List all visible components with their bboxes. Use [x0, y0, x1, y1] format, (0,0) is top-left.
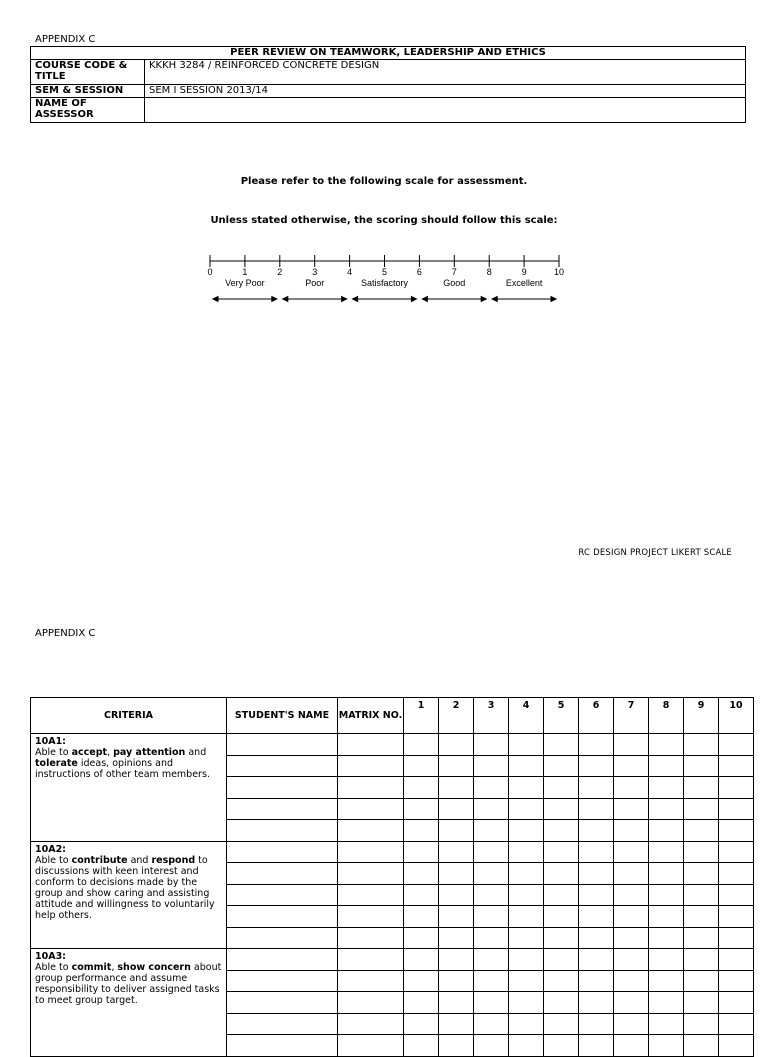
- matrix-no-cell[interactable]: [338, 906, 404, 928]
- score-cell-2[interactable]: [439, 949, 474, 971]
- matrix-no-header: MATRIX NO.: [338, 698, 404, 734]
- score-cell-6[interactable]: [579, 884, 614, 906]
- score-cell-4[interactable]: [509, 734, 544, 756]
- score-cell-10[interactable]: [719, 841, 754, 863]
- score-cell-3[interactable]: [474, 1035, 509, 1057]
- instruction-follow: Unless stated otherwise, the scoring should follow this scale:: [210, 215, 558, 226]
- score-cell-9[interactable]: [684, 863, 719, 885]
- criteria-text: and: [127, 854, 152, 866]
- criteria-keyword: accept: [71, 747, 108, 758]
- arrow-head: [481, 297, 486, 302]
- score-cell-9[interactable]: [684, 949, 719, 971]
- matrix-no-cell[interactable]: [338, 992, 404, 1014]
- score-cell-5[interactable]: [544, 777, 579, 799]
- score-cell-3[interactable]: [474, 841, 509, 863]
- score-cell-5[interactable]: [544, 863, 579, 885]
- criteria-text: to discussions with keen interest and conform to decisions made by the group and show caring and assisting attitude and willingness to voluntarily help others.: [35, 854, 215, 921]
- score-cell-6[interactable]: [579, 820, 614, 842]
- criteria-text: ,: [111, 962, 118, 973]
- scale-tick-label: 3: [312, 267, 318, 277]
- arrow-head: [411, 297, 416, 302]
- score-header-10: 10: [719, 698, 754, 734]
- student-name-cell[interactable]: [227, 927, 338, 949]
- score-cell-5[interactable]: [544, 949, 579, 971]
- matrix-no-cell[interactable]: [338, 755, 404, 777]
- score-header-4: 4: [509, 698, 544, 734]
- student-name-cell[interactable]: [227, 949, 338, 971]
- score-cell-4[interactable]: [509, 927, 544, 949]
- score-cell-4[interactable]: [509, 820, 544, 842]
- score-cell-7[interactable]: [614, 820, 649, 842]
- form-title: PEER REVIEW ON TEAMWORK, LEADERSHIP AND ETHICS: [31, 47, 746, 60]
- student-name-header: STUDENT'S NAME: [227, 698, 338, 734]
- arrow-head: [551, 297, 556, 302]
- score-cell-4[interactable]: [509, 1035, 544, 1057]
- score-cell-8[interactable]: [649, 970, 684, 992]
- criteria-text: and: [185, 747, 207, 758]
- score-cell-4[interactable]: [509, 755, 544, 777]
- criteria-cell: [31, 949, 227, 1057]
- score-cell-2[interactable]: [439, 1035, 474, 1057]
- scale-tick-label: 1: [242, 267, 248, 277]
- criteria-keyword: commit: [71, 962, 112, 973]
- score-cell-6[interactable]: [579, 970, 614, 992]
- score-cell-4[interactable]: [509, 970, 544, 992]
- score-cell-3[interactable]: [474, 863, 509, 885]
- score-cell-5[interactable]: [544, 1035, 579, 1057]
- score-cell-10[interactable]: [719, 927, 754, 949]
- matrix-no-cell[interactable]: [338, 1035, 404, 1057]
- score-header-7: 7: [614, 698, 649, 734]
- score-cell-6[interactable]: [579, 863, 614, 885]
- score-cell-8[interactable]: [649, 734, 684, 756]
- scale-tick-label: 2: [277, 267, 283, 277]
- score-cell-8[interactable]: [649, 1035, 684, 1057]
- score-cell-4[interactable]: [509, 949, 544, 971]
- score-cell-2[interactable]: [439, 777, 474, 799]
- student-name-cell[interactable]: [227, 798, 338, 820]
- score-cell-2[interactable]: [439, 970, 474, 992]
- assessor-label: NAME OF ASSESSOR: [31, 98, 145, 123]
- score-cell-2[interactable]: [439, 755, 474, 777]
- score-cell-3[interactable]: [474, 755, 509, 777]
- score-cell-4[interactable]: [509, 884, 544, 906]
- score-cell-10[interactable]: [719, 884, 754, 906]
- scale-band-label: Very Poor: [225, 278, 265, 288]
- score-cell-3[interactable]: [474, 798, 509, 820]
- score-cell-7[interactable]: [614, 906, 649, 928]
- score-cell-1[interactable]: [404, 992, 439, 1014]
- score-header-2: 2: [439, 698, 474, 734]
- score-cell-3[interactable]: [474, 777, 509, 799]
- matrix-no-cell[interactable]: [338, 863, 404, 885]
- score-cell-2[interactable]: [439, 820, 474, 842]
- criteria-keyword: tolerate: [35, 758, 78, 769]
- score-cell-9[interactable]: [684, 906, 719, 928]
- score-cell-7[interactable]: [614, 863, 649, 885]
- score-cell-6[interactable]: [579, 798, 614, 820]
- score-cell-3[interactable]: [474, 927, 509, 949]
- table-row: [31, 949, 754, 971]
- score-cell-1[interactable]: [404, 906, 439, 928]
- likert-scale: [195, 250, 575, 310]
- score-cell-3[interactable]: [474, 992, 509, 1014]
- score-cell-5[interactable]: [544, 798, 579, 820]
- score-cell-10[interactable]: [719, 992, 754, 1014]
- matrix-no-cell[interactable]: [338, 734, 404, 756]
- scale-tick-label: 8: [486, 267, 492, 277]
- score-cell-5[interactable]: [544, 927, 579, 949]
- score-cell-3[interactable]: [474, 949, 509, 971]
- arrow-head: [353, 297, 358, 302]
- score-cell-10[interactable]: [719, 970, 754, 992]
- score-cell-2[interactable]: [439, 863, 474, 885]
- appendix-label-2: APPENDIX C: [35, 628, 96, 639]
- score-cell-1[interactable]: [404, 777, 439, 799]
- score-cell-4[interactable]: [509, 906, 544, 928]
- scale-tick-label: 7: [451, 267, 457, 277]
- scale-band-label: Satisfactory: [360, 278, 409, 288]
- score-cell-10[interactable]: [719, 1035, 754, 1057]
- score-cell-10[interactable]: [719, 755, 754, 777]
- score-cell-6[interactable]: [579, 734, 614, 756]
- score-cell-7[interactable]: [614, 755, 649, 777]
- score-cell-2[interactable]: [439, 798, 474, 820]
- score-cell-4[interactable]: [509, 841, 544, 863]
- criteria-text: ,: [107, 747, 114, 758]
- score-cell-4[interactable]: [509, 777, 544, 799]
- assessor-field[interactable]: [145, 98, 746, 123]
- score-cell-2[interactable]: [439, 927, 474, 949]
- matrix-no-cell[interactable]: [338, 841, 404, 863]
- score-cell-10[interactable]: [719, 949, 754, 971]
- course-code-value: KKKH 3284 / REINFORCED CONCRETE DESIGN: [145, 60, 746, 85]
- assessment-table: [30, 697, 754, 1057]
- score-cell-8[interactable]: [649, 992, 684, 1014]
- scale-band-label: Excellent: [505, 278, 543, 288]
- score-cell-5[interactable]: [544, 992, 579, 1014]
- matrix-no-cell[interactable]: [338, 777, 404, 799]
- score-header-1: 1: [404, 698, 439, 734]
- student-name-cell[interactable]: [227, 863, 338, 885]
- score-cell-5[interactable]: [544, 820, 579, 842]
- score-cell-5[interactable]: [544, 906, 579, 928]
- score-cell-7[interactable]: [614, 970, 649, 992]
- student-name-cell[interactable]: [227, 820, 338, 842]
- table-row: [31, 734, 754, 756]
- score-cell-9[interactable]: [684, 734, 719, 756]
- arrow-head: [283, 297, 288, 302]
- matrix-no-cell[interactable]: [338, 927, 404, 949]
- score-cell-3[interactable]: [474, 820, 509, 842]
- scale-tick-label: 9: [521, 267, 527, 277]
- score-cell-7[interactable]: [614, 992, 649, 1014]
- score-cell-2[interactable]: [439, 906, 474, 928]
- score-header-6: 6: [579, 698, 614, 734]
- scale-tick-label: 0: [207, 267, 213, 277]
- score-cell-9[interactable]: [684, 777, 719, 799]
- score-cell-8[interactable]: [649, 906, 684, 928]
- arrow-head: [342, 297, 347, 302]
- score-header-8: 8: [649, 698, 684, 734]
- instruction-scale: Please refer to the following scale for assessment.: [240, 176, 528, 187]
- criteria-code: 10A2:: [35, 843, 66, 855]
- score-cell-2[interactable]: [439, 992, 474, 1014]
- score-cell-7[interactable]: [614, 798, 649, 820]
- score-cell-9[interactable]: [684, 755, 719, 777]
- score-cell-4[interactable]: [509, 798, 544, 820]
- score-cell-6[interactable]: [579, 755, 614, 777]
- sem-session-label: SEM & SESSION: [31, 85, 145, 98]
- score-cell-6[interactable]: [579, 949, 614, 971]
- criteria-text: Able to: [35, 747, 72, 758]
- score-cell-1[interactable]: [404, 927, 439, 949]
- score-cell-8[interactable]: [649, 949, 684, 971]
- matrix-no-cell[interactable]: [338, 949, 404, 971]
- student-name-cell[interactable]: [227, 1035, 338, 1057]
- score-cell-9[interactable]: [684, 927, 719, 949]
- score-cell-3[interactable]: [474, 734, 509, 756]
- score-cell-10[interactable]: [719, 863, 754, 885]
- score-cell-1[interactable]: [404, 841, 439, 863]
- score-cell-10[interactable]: [719, 906, 754, 928]
- score-cell-1[interactable]: [404, 884, 439, 906]
- score-cell-7[interactable]: [614, 927, 649, 949]
- appendix-label: APPENDIX C: [35, 34, 96, 45]
- score-cell-3[interactable]: [474, 906, 509, 928]
- score-cell-6[interactable]: [579, 927, 614, 949]
- student-name-cell[interactable]: [227, 906, 338, 928]
- score-cell-9[interactable]: [684, 841, 719, 863]
- score-cell-7[interactable]: [614, 884, 649, 906]
- score-cell-2[interactable]: [439, 884, 474, 906]
- criteria-cell: [31, 734, 227, 842]
- score-cell-7[interactable]: [614, 734, 649, 756]
- score-header-9: 9: [684, 698, 719, 734]
- score-cell-9[interactable]: [684, 992, 719, 1014]
- matrix-no-cell[interactable]: [338, 798, 404, 820]
- score-cell-1[interactable]: [404, 734, 439, 756]
- score-cell-8[interactable]: [649, 863, 684, 885]
- score-cell-10[interactable]: [719, 777, 754, 799]
- score-cell-1[interactable]: [404, 755, 439, 777]
- score-cell-8[interactable]: [649, 841, 684, 863]
- score-cell-9[interactable]: [684, 884, 719, 906]
- score-cell-9[interactable]: [684, 798, 719, 820]
- scale-tick-label: 5: [381, 267, 388, 277]
- score-cell-6[interactable]: [579, 992, 614, 1014]
- score-cell-5[interactable]: [544, 734, 579, 756]
- score-cell-2[interactable]: [439, 734, 474, 756]
- score-cell-1[interactable]: [404, 949, 439, 971]
- criteria-text: Able to: [35, 854, 72, 866]
- score-cell-8[interactable]: [649, 798, 684, 820]
- arrow-head: [422, 297, 427, 302]
- score-cell-1[interactable]: [404, 863, 439, 885]
- score-cell-6[interactable]: [579, 777, 614, 799]
- matrix-no-cell[interactable]: [338, 970, 404, 992]
- criteria-cell: [31, 841, 227, 949]
- score-cell-7[interactable]: [614, 1035, 649, 1057]
- score-cell-6[interactable]: [579, 906, 614, 928]
- score-cell-10[interactable]: [719, 798, 754, 820]
- score-cell-8[interactable]: [649, 927, 684, 949]
- score-cell-5[interactable]: [544, 841, 579, 863]
- score-cell-7[interactable]: [614, 777, 649, 799]
- scale-band-label: Good: [443, 278, 466, 288]
- score-cell-1[interactable]: [404, 820, 439, 842]
- student-name-cell[interactable]: [227, 970, 338, 992]
- scale-tick-label: 10: [553, 267, 565, 277]
- header-table: [30, 46, 746, 123]
- score-cell-5[interactable]: [544, 755, 579, 777]
- score-cell-1[interactable]: [404, 1035, 439, 1057]
- arrow-head: [213, 297, 218, 302]
- criteria-code: 10A1:: [35, 736, 66, 747]
- score-cell-6[interactable]: [579, 841, 614, 863]
- score-cell-3[interactable]: [474, 884, 509, 906]
- score-cell-5[interactable]: [544, 970, 579, 992]
- score-cell-8[interactable]: [649, 777, 684, 799]
- score-header-5: 5: [544, 698, 579, 734]
- criteria-text: ideas, opinions and instructions of other team members.: [35, 758, 210, 780]
- score-cell-4[interactable]: [509, 992, 544, 1014]
- score-cell-8[interactable]: [649, 755, 684, 777]
- score-cell-2[interactable]: [439, 841, 474, 863]
- criteria-code: 10A3:: [35, 951, 66, 962]
- score-cell-3[interactable]: [474, 970, 509, 992]
- score-cell-8[interactable]: [649, 820, 684, 842]
- matrix-no-cell[interactable]: [338, 820, 404, 842]
- criteria-text: about group performance and assume responsibility to deliver assigned tasks to meet group target.: [35, 962, 222, 1006]
- student-name-cell[interactable]: [227, 992, 338, 1014]
- score-cell-10[interactable]: [719, 734, 754, 756]
- score-cell-9[interactable]: [684, 820, 719, 842]
- scale-tick-label: 4: [347, 267, 353, 277]
- criteria-header: CRITERIA: [31, 698, 227, 734]
- sem-session-value: SEM I SESSION 2013/14: [145, 85, 746, 98]
- table-row: [31, 841, 754, 863]
- footer-note: RC DESIGN PROJECT LIKERT SCALE: [578, 548, 732, 558]
- score-cell-1[interactable]: [404, 970, 439, 992]
- scale-tick-label: 6: [416, 267, 422, 277]
- course-code-label: COURSE CODE & TITLE: [31, 60, 145, 85]
- student-name-cell[interactable]: [227, 755, 338, 777]
- score-cell-9[interactable]: [684, 970, 719, 992]
- score-cell-4[interactable]: [509, 863, 544, 885]
- student-name-cell[interactable]: [227, 777, 338, 799]
- score-cell-8[interactable]: [649, 884, 684, 906]
- criteria-keyword: show concern: [117, 962, 191, 973]
- criteria-text: Able to: [35, 962, 72, 973]
- score-cell-1[interactable]: [404, 798, 439, 820]
- score-header-3: 3: [474, 698, 509, 734]
- score-cell-9[interactable]: [684, 1035, 719, 1057]
- criteria-keyword: respond: [151, 854, 196, 866]
- arrow-head: [492, 297, 497, 302]
- scale-band-label: Poor: [305, 278, 325, 288]
- score-cell-7[interactable]: [614, 841, 649, 863]
- score-cell-6[interactable]: [579, 1035, 614, 1057]
- student-name-cell[interactable]: [227, 841, 338, 863]
- criteria-keyword: pay attention: [113, 747, 186, 758]
- arrow-head: [272, 297, 277, 302]
- student-name-cell[interactable]: [227, 884, 338, 906]
- score-cell-7[interactable]: [614, 949, 649, 971]
- student-name-cell[interactable]: [227, 734, 338, 756]
- score-cell-10[interactable]: [719, 820, 754, 842]
- matrix-no-cell[interactable]: [338, 884, 404, 906]
- criteria-keyword: contribute: [71, 854, 128, 866]
- score-cell-5[interactable]: [544, 884, 579, 906]
